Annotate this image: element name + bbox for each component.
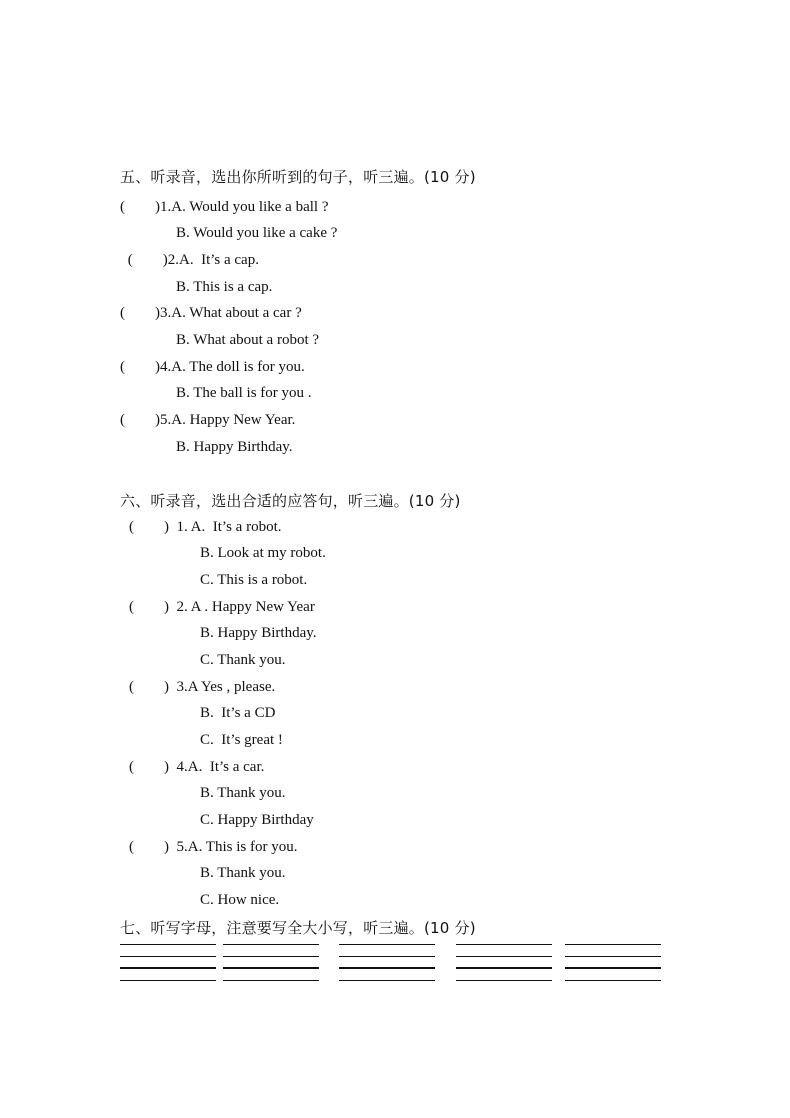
writing-line — [223, 956, 319, 957]
s5-q5: ( )5.A. Happy New Year. — [120, 412, 296, 428]
writing-line — [565, 967, 661, 969]
s6-q1-b: B. Look at my robot. — [200, 545, 326, 561]
s5-q3-b: B. What about a robot ? — [176, 332, 320, 348]
writing-line — [120, 980, 216, 981]
s6-q1-c: C. This is a robot. — [200, 572, 308, 588]
writing-line — [339, 967, 435, 969]
writing-line — [456, 980, 552, 981]
writing-line — [565, 944, 661, 945]
s6-q4-b: B. Thank you. — [200, 785, 286, 801]
s6-q5-c: C. How nice. — [200, 892, 280, 908]
s5-q1-b: B. Would you like a cake ? — [176, 225, 338, 241]
s6-q4: ( ) 4.A. It’s a car. — [129, 759, 265, 775]
writing-line — [120, 956, 216, 957]
s6-q4-c: C. Happy Birthday — [200, 812, 314, 828]
section5-heading: 五、听录音，选出你所听到的句子，听三遍。(10 分) — [120, 168, 476, 186]
writing-line — [339, 980, 435, 981]
s5-q3: ( )3.A. What about a car ? — [120, 305, 302, 321]
writing-line — [120, 967, 216, 969]
s6-q3-b: B. It’s a CD — [200, 705, 276, 721]
s5-q1: ( )1.A. Would you like a ball ? — [120, 199, 329, 215]
writing-line — [456, 967, 552, 969]
writing-line — [223, 980, 319, 981]
s6-q3-c: C. It’s great ! — [200, 732, 283, 748]
s5-q4-b: B. The ball is for you . — [176, 385, 312, 401]
s6-q3: ( ) 3.A Yes , please. — [129, 679, 276, 695]
writing-line — [339, 956, 435, 957]
s5-q2: ( )2.A. It’s a cap. — [124, 252, 259, 268]
writing-line — [223, 967, 319, 969]
writing-line — [565, 956, 661, 957]
writing-line — [456, 944, 552, 945]
s6-q2-b: B. Happy Birthday. — [200, 625, 317, 641]
writing-line — [339, 944, 435, 945]
s6-q2-c: C. Thank you. — [200, 652, 286, 668]
writing-line — [120, 944, 216, 945]
s5-q2-b: B. This is a cap. — [176, 279, 273, 295]
writing-line — [456, 956, 552, 957]
section7-heading: 七、听写字母，注意要写全大小写，听三遍。(10 分) — [120, 919, 476, 937]
writing-line — [565, 980, 661, 981]
s5-q4: ( )4.A. The doll is for you. — [120, 359, 305, 375]
writing-line — [223, 944, 319, 945]
s6-q2: ( ) 2. A . Happy New Year — [129, 599, 315, 615]
s6-q5-b: B. Thank you. — [200, 865, 286, 881]
s6-q1: ( ) 1. A. It’s a robot. — [129, 519, 282, 535]
s5-q5-b: B. Happy Birthday. — [176, 439, 293, 455]
s6-q5: ( ) 5.A. This is for you. — [129, 839, 298, 855]
section6-heading: 六、听录音，选出合适的应答句，听三遍。(10 分) — [120, 492, 461, 510]
